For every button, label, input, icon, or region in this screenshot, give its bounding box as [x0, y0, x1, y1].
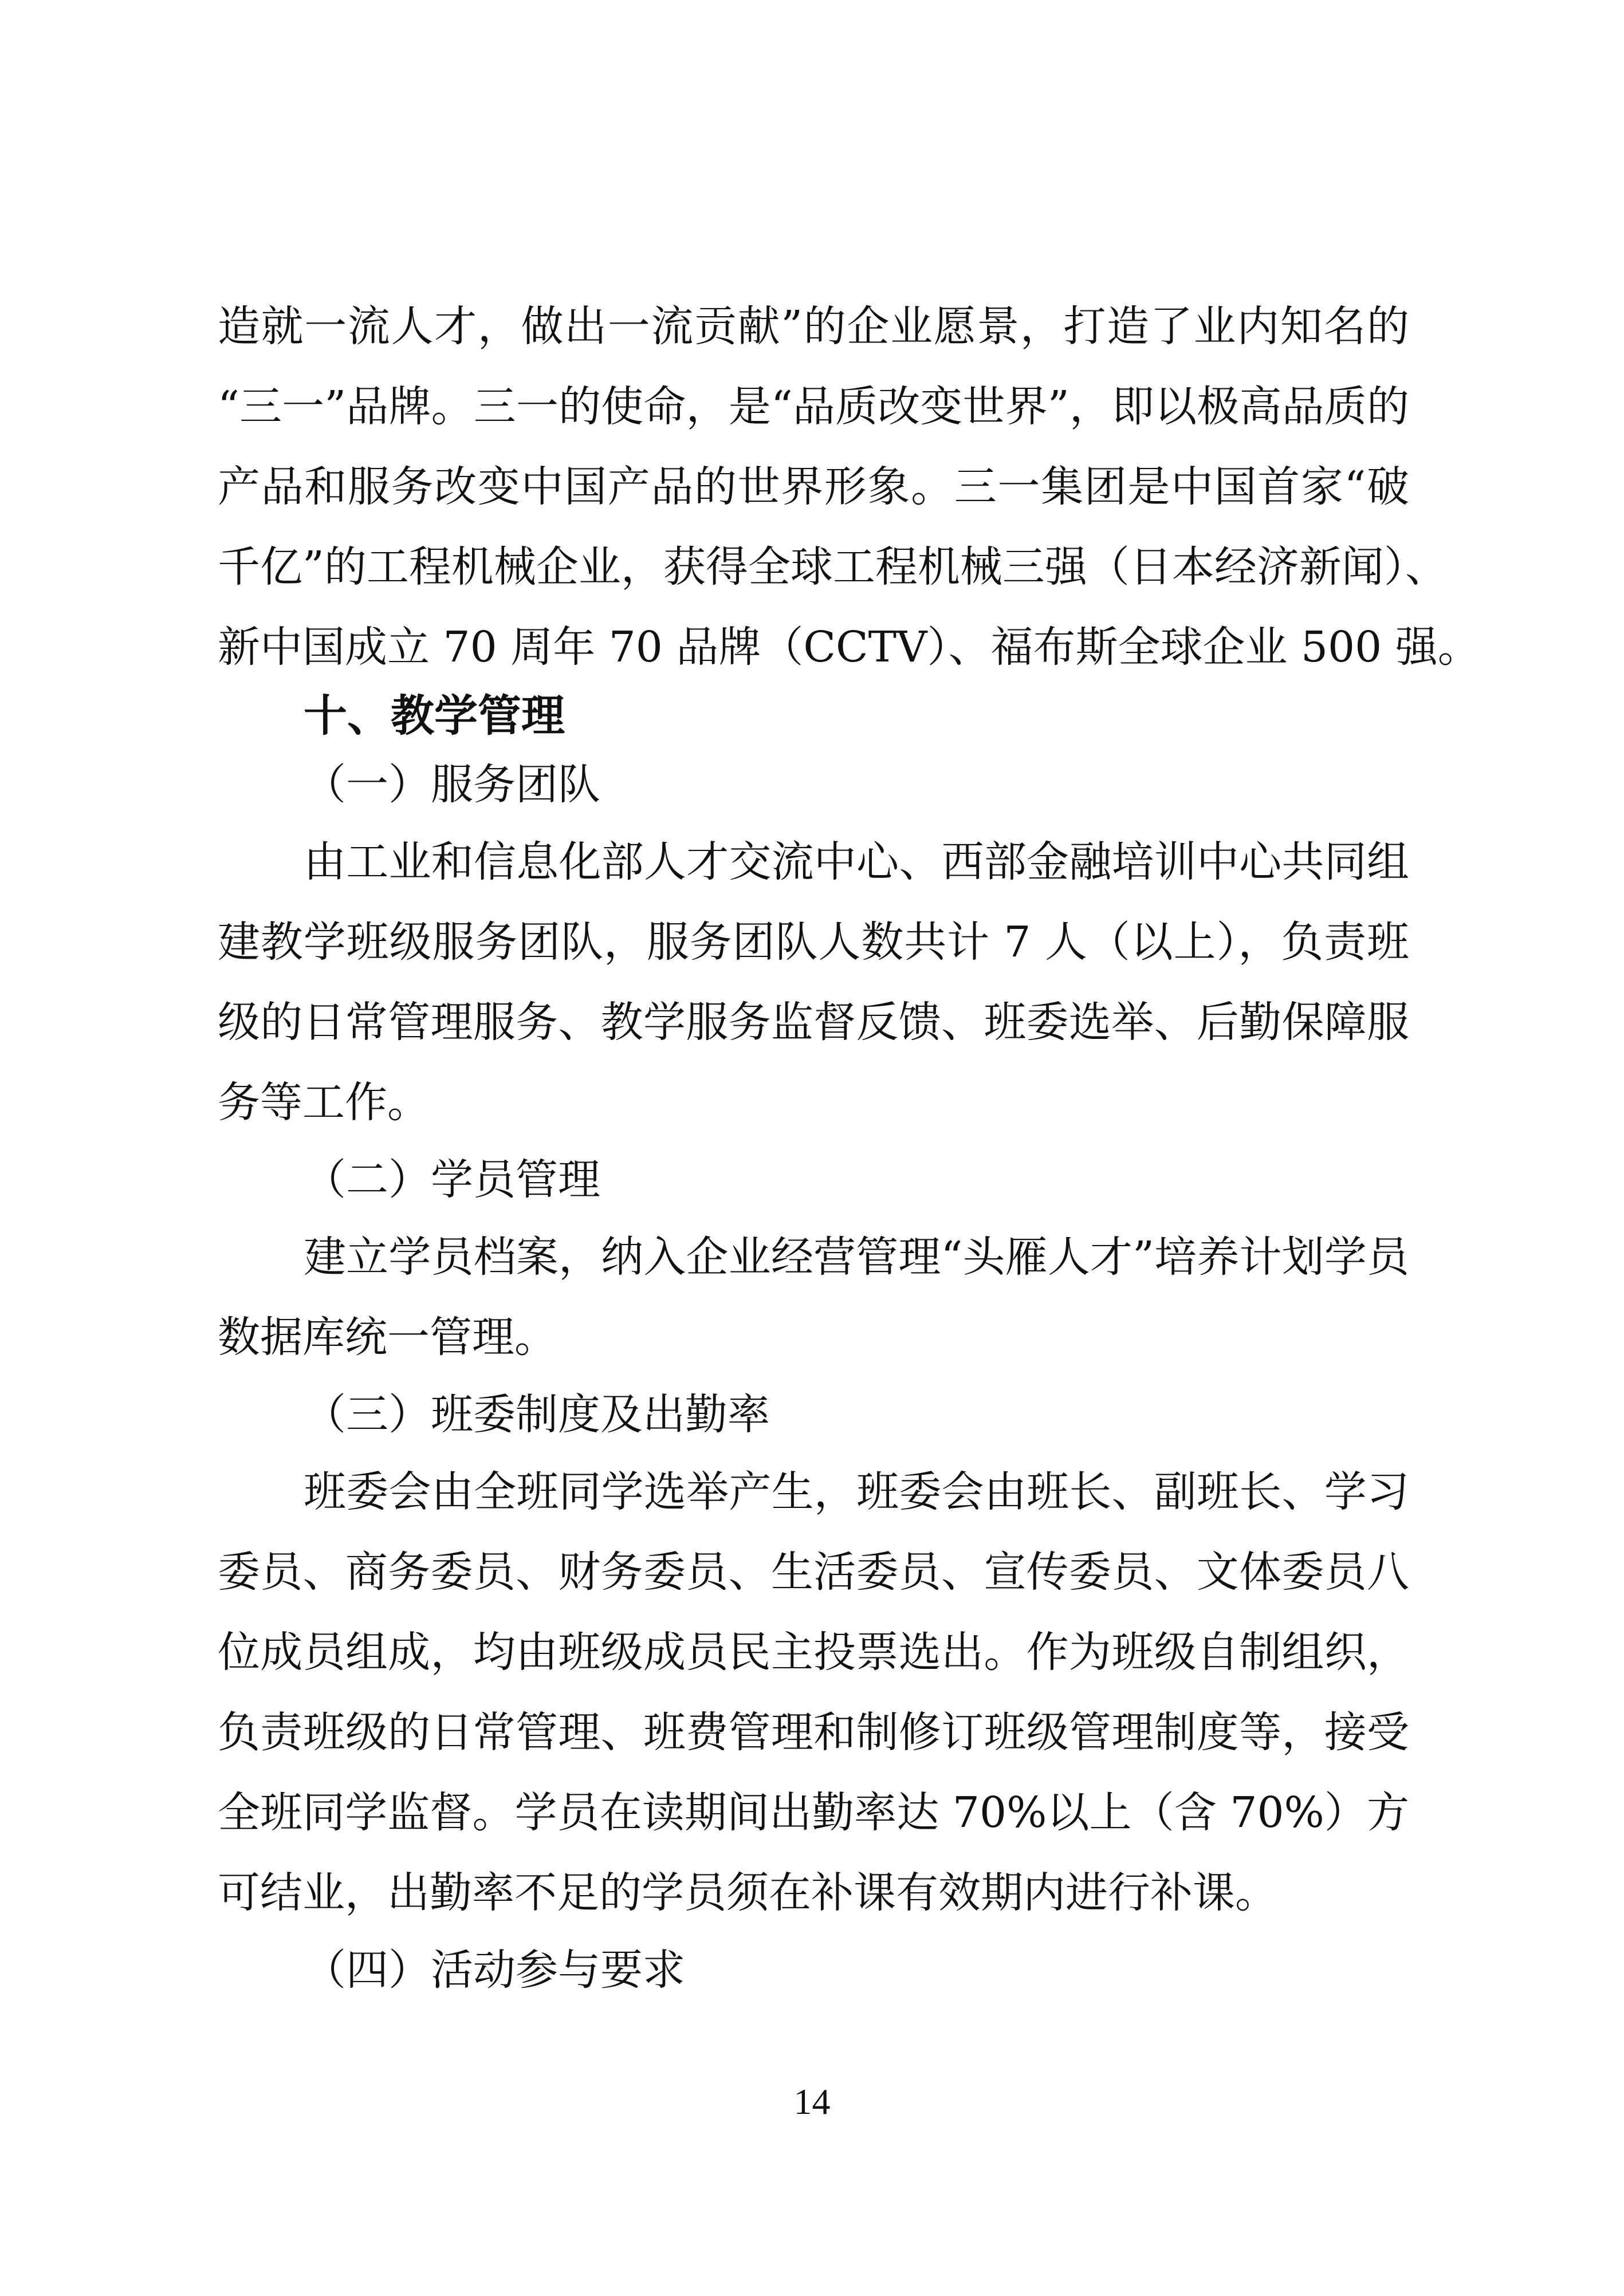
paragraph-line: 可结业，出勤率不足的学员须在补课有效期内进行补课。: [218, 1868, 1277, 1917]
paragraph-line: “三一”品牌。三一的使命，是“品质改变世界”，即以极高品质的: [218, 382, 1409, 431]
subsection-heading: （三）班委制度及出勤率: [304, 1390, 770, 1439]
paragraph-line: 新中国成立 70 周年 70 品牌（CCTV）、福布斯全球企业 500 强。: [218, 623, 1480, 672]
paragraph-line: 造就一流人才，做出一流贡献”的企业愿景，打造了业内知名的: [218, 302, 1409, 351]
paragraph-line: 由工业和信息化部人才交流中心、西部金融培训中心共同组: [304, 837, 1409, 887]
paragraph-line: 数据库统一管理。: [218, 1313, 557, 1362]
subsection-heading: （四）活动参与要求: [304, 1946, 685, 1995]
paragraph-line: 位成员组成，均由班级成员民主投票选出。作为班级自制组织，: [218, 1628, 1409, 1677]
paragraph-line: 建教学班级服务团队，服务团队人数共计 7 人（以上），负责班: [218, 917, 1409, 967]
section-heading: 十、教学管理: [304, 690, 565, 741]
paragraph-line: 千亿”的工程机械企业，获得全球工程机械三强（日本经济新闻）、: [218, 542, 1448, 592]
subsection-heading: （一）服务团队: [304, 760, 600, 809]
paragraph-line: 建立学员档案，纳入企业经营管理“头雁人才”培养计划学员: [304, 1232, 1409, 1282]
paragraph-line: 级的日常管理服务、教学服务监督反馈、班委选举、后勤保障服: [218, 998, 1409, 1047]
subsection-heading: （二）学员管理: [304, 1155, 600, 1204]
paragraph-line: 全班同学监督。学员在读期间出勤率达 70%以上（含 70%）方: [218, 1788, 1409, 1837]
paragraph-line: 产品和服务改变中国产品的世界形象。三一集团是中国首家“破: [218, 462, 1409, 511]
paragraph-line: 负责班级的日常管理、班费管理和制修订班级管理制度等，接受: [218, 1708, 1409, 1757]
paragraph-line: 班委会由全班同学选举产生，班委会由班长、副班长、学习: [304, 1467, 1409, 1517]
paragraph-line: 务等工作。: [218, 1078, 430, 1127]
page-number: 14: [793, 2081, 831, 2122]
paragraph-line: 委员、商务委员、财务委员、生活委员、宣传委员、文体委员八: [218, 1547, 1409, 1597]
